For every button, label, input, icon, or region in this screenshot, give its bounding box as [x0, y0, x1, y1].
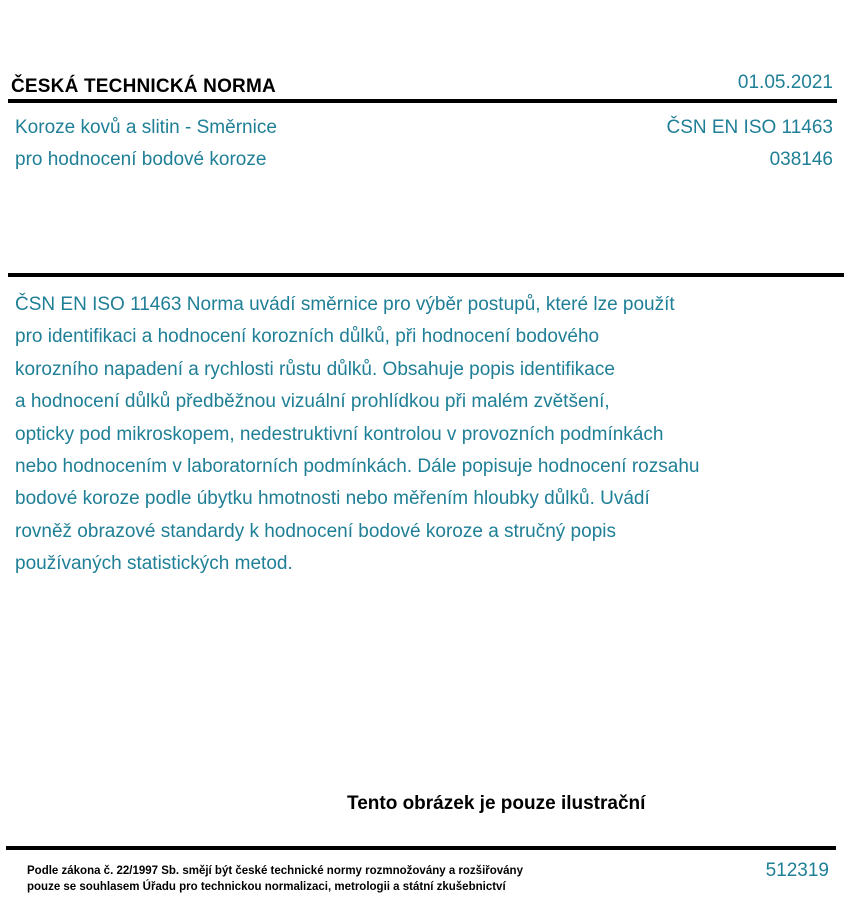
abstract-line: pro identifikaci a hodnocení korozních důlků, při hodnocení bodového — [15, 326, 600, 348]
abstract-line: ČSN EN ISO 11463 Norma uvádí směrnice pro výběr postupů, které lze použít — [15, 294, 675, 315]
abstract-line: používaných statistických metod. — [15, 553, 293, 575]
abstract-line: a hodnocení důlků předběžnou vizuální prohlídkou při malém zvětšení, — [15, 391, 610, 413]
illustration-note: Tento obrázek je pouze ilustrační — [347, 793, 646, 814]
abstract-line: korozního napadení a rychlosti růstu důlků. Obsahuje popis identifikace — [15, 358, 615, 380]
abstract — [15, 289, 835, 581]
section-divider — [8, 273, 844, 277]
document-id: 512319 — [765, 860, 829, 881]
publication-date: 01.05.2021 — [737, 72, 833, 93]
classification-number: 038146 — [769, 149, 833, 170]
header-title: ČESKÁ TECHNICKÁ NORMA — [11, 76, 276, 97]
abstract-line: opticky pod mikroskopem, nedestruktivní kontrolou v provozních podmínkách — [15, 423, 664, 445]
header-divider — [8, 99, 837, 103]
document-title-line-1: Koroze kovů a slitin - Směrnice — [15, 117, 277, 138]
abstract-line: bodové koroze podle úbytku hmotnosti nebo měřením hloubky důlků. Uvádí — [15, 488, 650, 510]
document-title-line-2: pro hodnocení bodové koroze — [15, 149, 267, 170]
abstract-line: nebo hodnocením v laboratorních podmínkách. Dále popisuje hodnocení rozsahu — [15, 456, 700, 478]
abstract-line: rovněž obrazové standardy k hodnocení bodové koroze a stručný popis — [15, 520, 616, 542]
legal-notice-line: Podle zákona č. 22/1997 Sb. smějí být české technické normy rozmnožovány a rozšiřovány — [27, 865, 523, 877]
standard-number: ČSN EN ISO 11463 — [666, 117, 833, 138]
legal-notice — [27, 863, 523, 895]
legal-notice-line: pouze se souhlasem Úřadu pro technickou normalizaci, metrologii a státní zkušebnictví — [27, 881, 506, 893]
footer-divider — [6, 846, 836, 850]
